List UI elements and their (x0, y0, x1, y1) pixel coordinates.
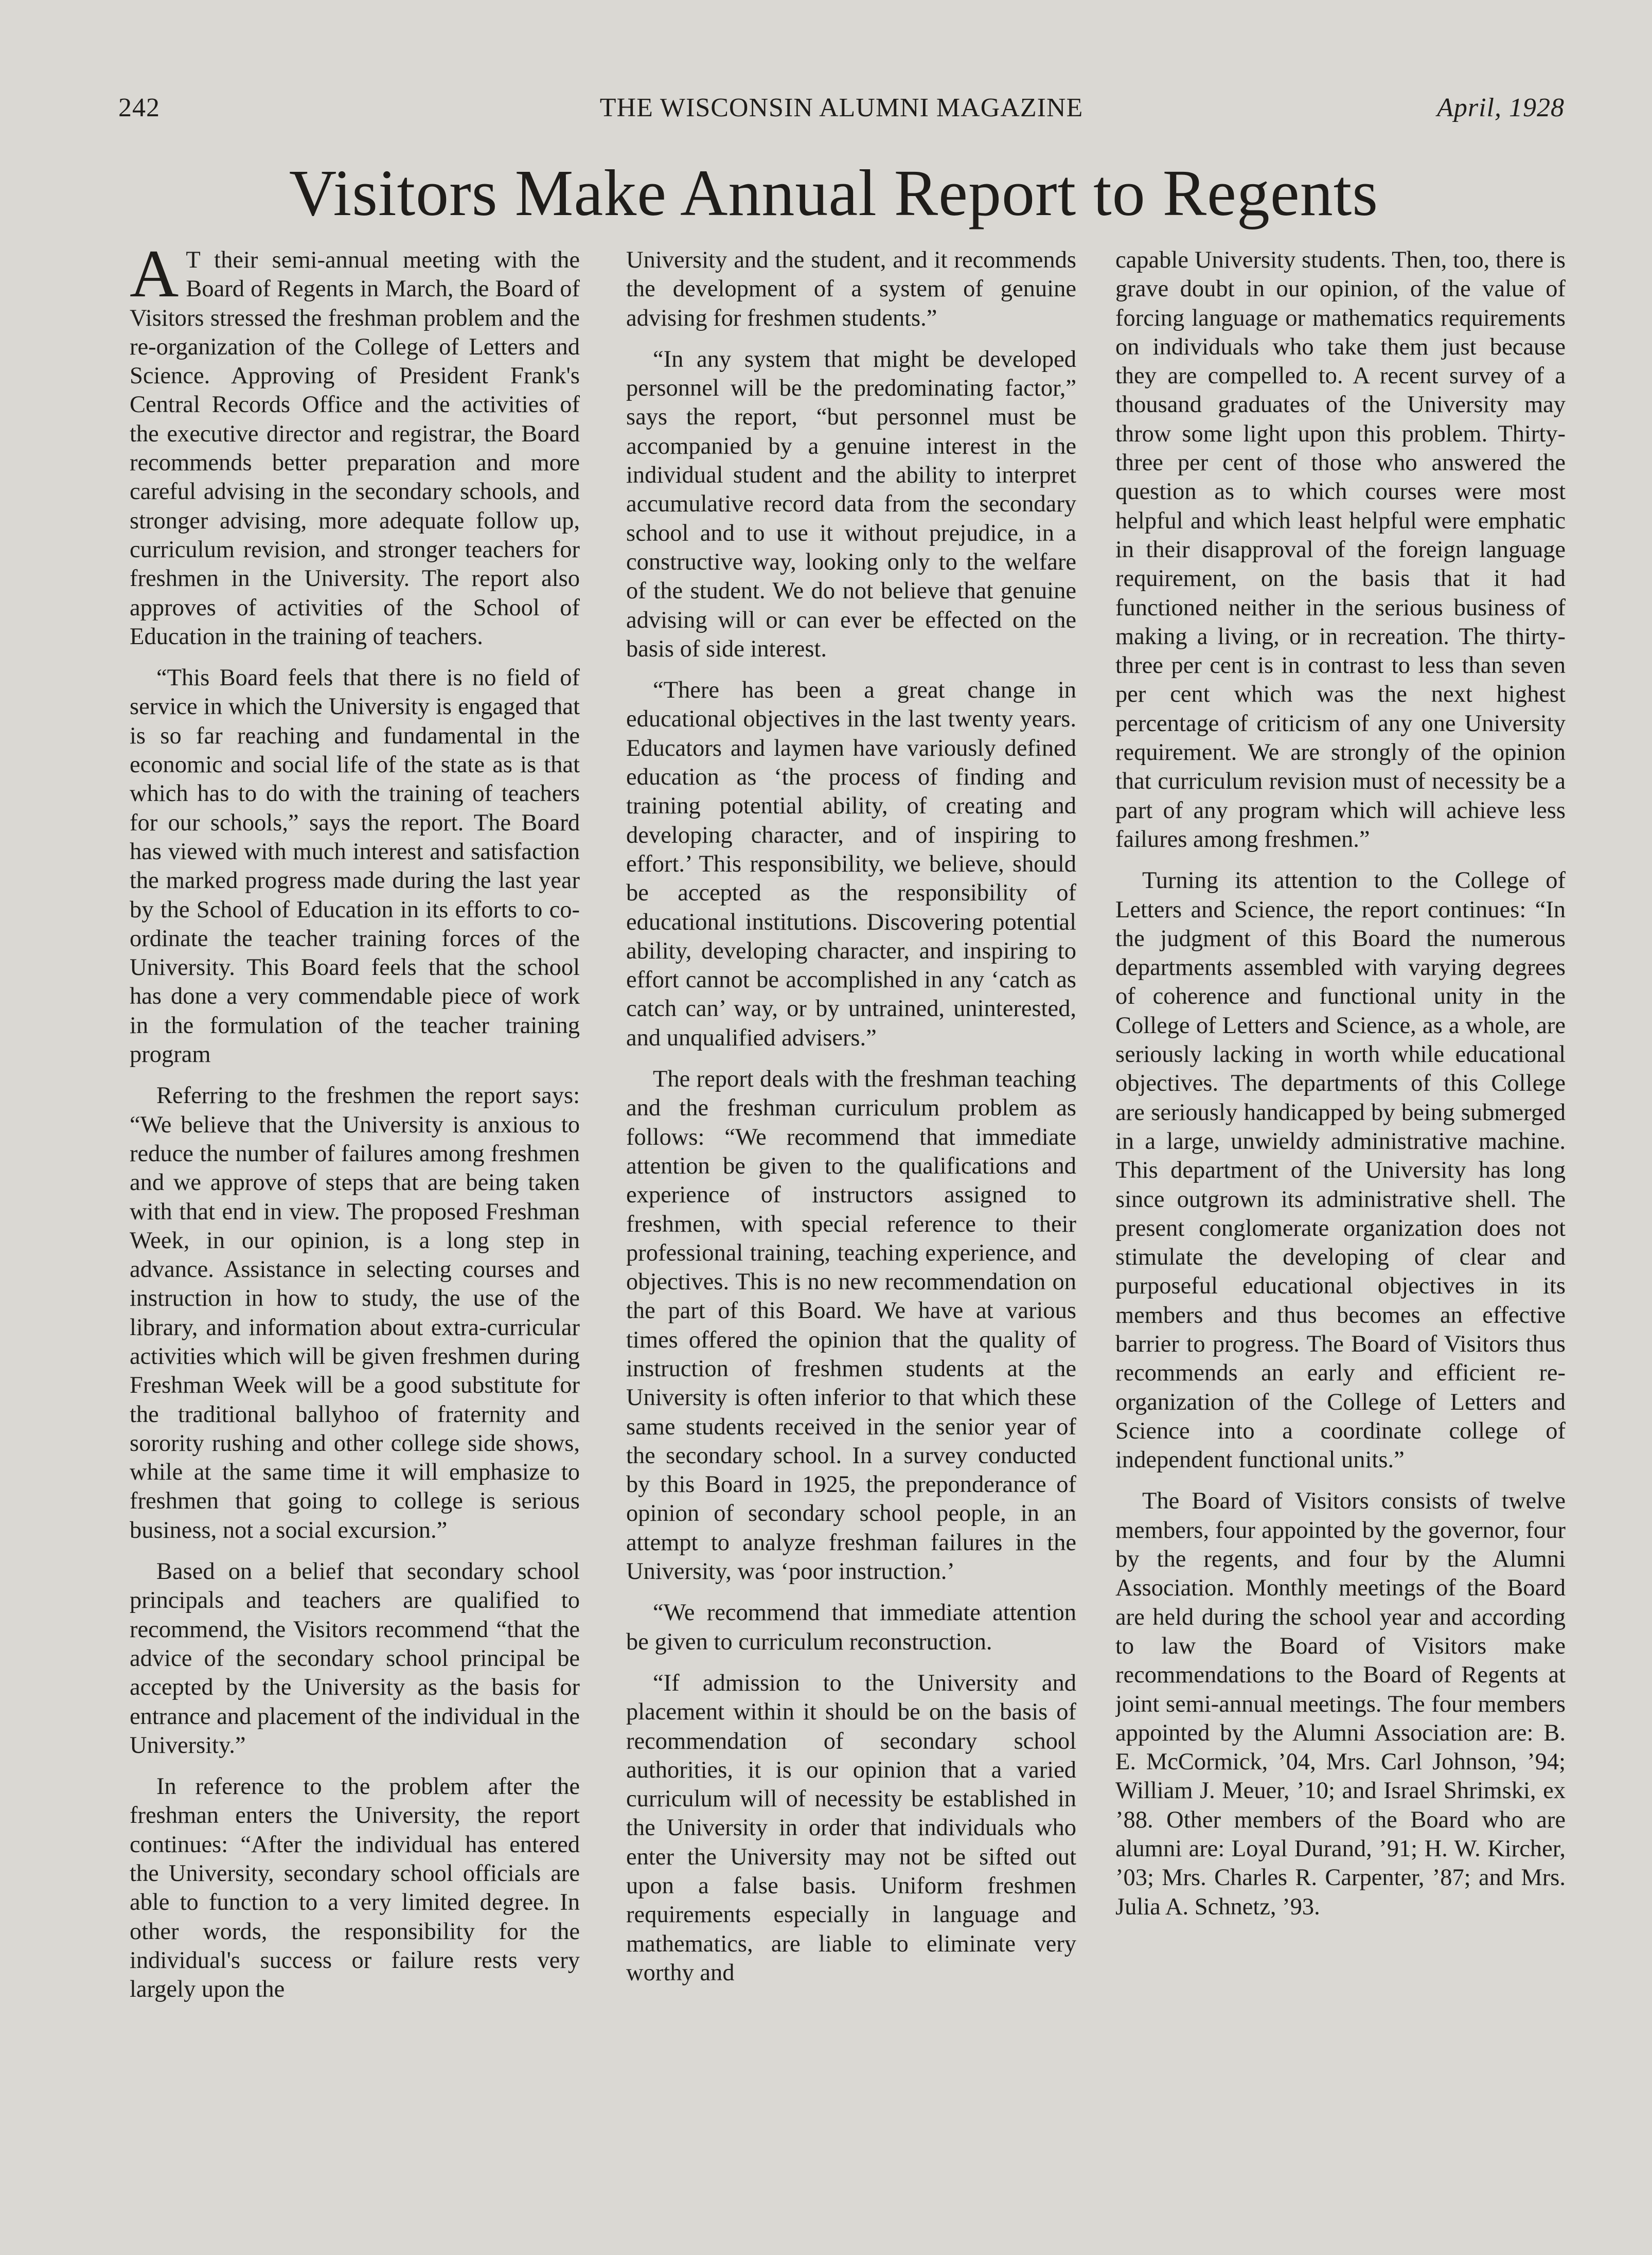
paragraph: The report deals with the freshman teaching and the freshman curriculum problem as follows: “We recommend that immediate attention be given to the qualifications and experience of instructors assigned to freshmen, with special reference to their professional training, teaching experience, and objectives. This is no new recommendation on the part of this Board. We have at various times offered the opinion that the quality of instruction of freshmen students at the University is often inferior to that which these same students received in the senior year of the secondary school. In a survey conducted by this Board in 1925, the preponderance of opinion of secondary school people, in an attempt to analyze freshman failures in the University, was ‘poor instruction.’ (626, 1066, 1076, 1585)
paragraph: “If admission to the University and placement within it should be on the basis of recommendation of secondary school authorities, it is our opinion that a varied curriculum will of necessity be established in the University in order that individuals who enter the University may not be sifted out upon a false basis. Uniform freshmen requirements especially in language and mathematics, are liable to eliminate very worthy and (626, 1670, 1076, 1986)
article-title: Visitors Make Annual Report to Regents (289, 156, 1379, 229)
paragraph: A T their semi-annual meeting with the Board of Regents in March, the Board of Visitors stressed the freshman problem and the re-organization of the College of Letters and Science. Approving of President Frank's Central Records Office and the activities of the executive director and registrar, the Board recommends better preparation and more careful advising in the secondary schools, and stronger advising, more adequate follow up, curriculum revision, and stronger teachers for freshmen in the University. The report also approves of activities of the School of Education in the training of teachers. (130, 246, 580, 650)
issue-date: April, 1928 (1437, 93, 1565, 122)
paragraph: Based on a belief that secondary school principals and teachers are qualified to recommend, the Visitors recommend “that the advice of the secondary school principal be accepted by the University as the basis for entrance and placement of the individual in the University.” (130, 1558, 580, 1759)
running-head (118, 87, 1565, 129)
paragraph: “We recommend that immediate attention be given to curriculum reconstruction. (626, 1600, 1076, 1655)
paragraph: capable University students. Then, too, there is grave doubt in our opinion, of the value of forcing language or mathematics requirements on individuals who take them just because they are compelled to. A recent survey of a thousand graduates of the University may throw some light upon this problem. Thirty-three per cent of those who answered the question as to which courses were most helpful and which least helpful were emphatic in their disapproval of the foreign language requirement, on the basis that it had functioned neither in the serious business of making a living, or in recreation. The thirty-three per cent is in contrast to less than seven per cent which was the next highest percentage of criticism of any one University requirement. We are strongly of the opinion that curriculum revision must of necessity be a part of any program which will achieve less failures among freshmen.” (1115, 247, 1566, 853)
paragraph: The Board of Visitors consists of twelve members, four appointed by the governor, four by the regents, and four by the Alumni Association. Monthly meetings of the Board are held during the school year and according to law the Board of Visitors make recommendations to the Board of Regents at joint semi-annual meetings. The four members appointed by the Alumni Association are: B. E. McCormick, ’04, Mrs. Carl Johnson, ’94; William J. Meuer, ’10; and Israel Shrimski, ex ’88. Other members of the Board who are alumni are: Loyal Durand, ’91; H. W. Kircher, ’03; Mrs. Charles R. Carpenter, ’87; and Mrs. Julia A. Schnetz, ’93. (1115, 1488, 1566, 1920)
magazine-title: THE WISCONSIN ALUMNI MAGAZINE (599, 93, 1083, 122)
column-1 (130, 246, 580, 2191)
paragraph: “This Board feels that there is no field of service in which the University is engaged that is so far reaching and fundamental in the economic and social life of the state as is that which has to do with the training of teachers for our schools,” says the report. The Board has viewed with much interest and satisfaction the marked progress made during the last year by the School of Education in its efforts to co-ordinate the teacher training forces of the University. This Board feels that the school has done a very commendable piece of work in the formulation of the teacher training program (130, 665, 580, 1068)
drop-cap: A (130, 246, 179, 311)
paragraph: Turning its attention to the College of Letters and Science, the report continues: “In the judgment of this Board the numerous departments assembled with varying degrees of coherence and functional unity in the College of Letters and Science, as a whole, are seriously lacking in worth while educational objectives. The departments of this College are seriously handicapped by being submerged in a large, unwieldy administrative machine. This department of the University has long since outgrown its administrative shell. The present conglomerate organization does not stimulate the developing of clear and purposeful educational objectives in its members and thus becomes an effective barrier to progress. The Board of Visitors thus recommends an early and efficient re-organization of the College of Letters and Science into a coordinate college of independent functional units.” (1115, 867, 1566, 1473)
paragraph: University and the student, and it recommends the development of a system of genuine advising for freshmen students.” (626, 247, 1076, 331)
paragraph: “In any system that might be developed personnel will be the predominating factor,” says the report, “but personnel must be accompanied by a genuine interest in the individual student and the ability to interpret accumulative record data from the secondary school and to use it without prejudice, in a constructive way, looking only to the welfare of the student. We do not believe that genuine advising will or can ever be effected on the basis of side interest. (626, 346, 1076, 662)
column-3 (1115, 246, 1566, 2191)
column-2 (626, 246, 1076, 2191)
page-number: 242 (118, 93, 160, 122)
paragraph: Referring to the freshmen the report says: “We believe that the University is anxious to reduce the number of failures among freshmen and we approve of steps that are being taken with that end in view. The proposed Freshman Week, in our opinion, is a long step in advance. Assistance in selecting courses and instruction in how to study, the use of the library, and information about extra-curricular activities which will be given freshmen during Freshman Week will be a good substitute for the traditional ballyhoo of fraternity and sorority rushing and other college side shows, while at the same time it will emphasize to freshmen that going to college is serious business, not a social excursion.” (130, 1082, 580, 1543)
paragraph: “There has been a great change in educational objectives in the last twenty years. Educators and laymen have variously defined education as ‘the process of finding and training potential ability, of creating and developing character, and of inspiring to effort.’ This responsibility, we believe, should be accepted as the responsibility of educational institutions. Discovering potential ability, developing character, and inspiring to effort cannot be accomplished in any ‘catch as catch can’ way, or by untrained, uninterested, and unqualified advisers.” (626, 677, 1076, 1051)
paragraph: In reference to the problem after the freshman enters the University, the report continues: “After the individual has entered the University, secondary school officials are able to function to a very limited degree. In other words, the responsibility for the individual's success or failure rests very largely upon the (130, 1773, 580, 2003)
